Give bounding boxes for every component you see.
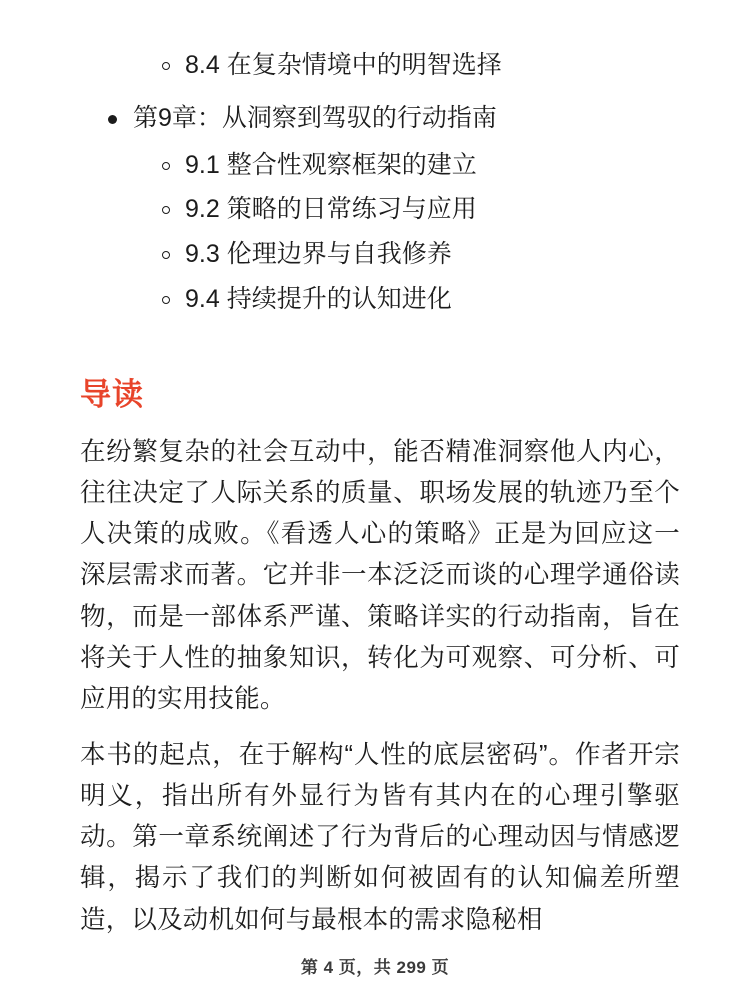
toc-entry[interactable] bbox=[162, 190, 680, 229]
body-paragraph: 本书的起点，在于解构“人性的底层密码”。作者开宗明义，指出所有外显行为皆有其内在的心理引擎驱动。第一章系统阐述了行为背后的心理动因与情感逻辑，揭示了我们的判断如何被固有的认知偏差所塑造，以及动机如何与最根本的需求隐秘相 bbox=[80, 740, 680, 934]
hollow-bullet-icon bbox=[162, 162, 170, 170]
table-of-contents bbox=[70, 46, 680, 319]
toc-entry[interactable] bbox=[108, 99, 680, 138]
toc-entry[interactable] bbox=[162, 146, 680, 185]
toc-sublist-container bbox=[70, 146, 680, 319]
hollow-bullet-icon bbox=[162, 206, 170, 214]
hollow-bullet-icon bbox=[162, 251, 170, 259]
toc-entry-label: 9.3 伦理边界与自我修养 bbox=[185, 240, 452, 268]
toc-entry-label: 第9章：从洞察到驾驭的行动指南 bbox=[133, 103, 497, 132]
page-footer: 第 4 页，共 299 页 bbox=[300, 958, 450, 977]
hollow-bullet-icon bbox=[162, 296, 170, 304]
toc-entry-label: 9.1 整合性观察框架的建立 bbox=[185, 150, 477, 179]
toc-entry-label: 9.4 持续提升的认知进化 bbox=[185, 284, 452, 313]
toc-entry[interactable] bbox=[162, 280, 680, 319]
toc-entry[interactable] bbox=[162, 46, 680, 85]
section-heading: 导读 bbox=[80, 376, 144, 412]
toc-entry[interactable] bbox=[162, 235, 680, 274]
body-paragraph: 在纷繁复杂的社会互动中，能否精准洞察他人内心，往往决定了人际关系的质量、职场发展的轨迹乃至个人决策的成败。《看透人心的策略》正是为回应这一深层需求而著。它并非一本泛泛而谈的心理学通俗读物，而是一部体系严谨、策略详实的行动指南，旨在将关于人性的抽象知识，转化为可观察、可分析、可应用的实用技能。 bbox=[80, 437, 680, 714]
toc-entry-label: 9.2 策略的日常练习与应用 bbox=[185, 195, 477, 224]
toc-entry-label: 8.4 在复杂情境中的明智选择 bbox=[185, 51, 502, 79]
hollow-bullet-icon bbox=[162, 62, 170, 70]
filled-bullet-icon bbox=[108, 115, 117, 124]
toc-sublist bbox=[70, 146, 680, 319]
